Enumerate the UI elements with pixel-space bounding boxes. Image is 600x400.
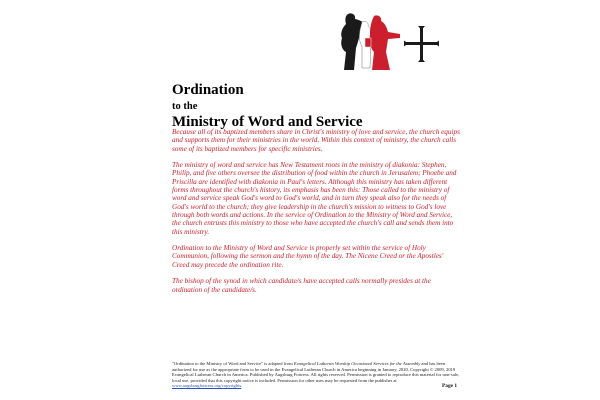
title-line-1: Ordination (172, 82, 244, 98)
paragraph-setting: Ordination to the Ministry of Word and Service is properly set within the service of Holy Communion, following the sermon and the hymn of the day. The Nicene Creed or the Apostles' Creed may precede the ordination rite. (172, 244, 444, 269)
footer-text-after: and has been authorized for use as the appropriate form to be used in the Evangelical Lutheran Church in America beginning in January, 2020. Copyright © 2009, 2019 Evangelical Lutheran Church in America. Published by Augsburg Fortress. All rights reserved. Permission is granted to reproduce this material for non-sale, local use, provided that this copyright notice is included. Permission for other uses may be requested from the publisher at (172, 361, 460, 383)
copyright-footer (172, 361, 462, 389)
footer-text-end: . (241, 383, 243, 389)
page-number: Page 1 (442, 383, 458, 389)
paragraph-intro: Because all of its baptized members share in Christ's ministry of love and service, the church equips and supports them for their ministries in the world. Within this context of ministry, the church calls some of its baptized members for specific ministries. (172, 128, 460, 153)
footer-source-title: Evangelical Lutheran Worship Occasional Services for the Assembly (293, 361, 421, 366)
copyright-notice (172, 361, 462, 389)
footer-text-before: "Ordination to the Ministry of Word and Service" is adapted from (172, 361, 294, 366)
title-line-3: Ministry of Word and Service (172, 114, 363, 130)
body-text (172, 128, 462, 302)
title-block (172, 82, 363, 131)
copyright-link[interactable]: www.augsburgfortress.org/copyrights (172, 383, 242, 389)
logo (338, 12, 450, 74)
ordination-figures-icon (338, 12, 450, 74)
title-line-2: to the (172, 101, 198, 112)
paragraph-presider: The bishop of the synod in which candidate/s have accepted calls normally presides at the ordination of the candidate/s. (172, 277, 431, 294)
paragraph-history: The ministry of word and service has New Testament roots in the ministry of diakonia: Stephen, Philip, and five others oversee the distribution of food within the church in Jerusalem; Phoebe and Priscilla are identified with diakonia in Paul's letters. Although this ministry has taken different forms throughout the church's history, its emphasis has been this: Those called to the ministry of word and service speak God's word to God's world, and in turn they speak also for the needs of God's world to the church; they give leadership in the church's mission to witness to God's love through both words and actions. In the service of Ordination to the Ministry of Word and Service, the church entrusts this ministry to those who have accepted the church's call and sends them into this ministry. (172, 161, 457, 236)
